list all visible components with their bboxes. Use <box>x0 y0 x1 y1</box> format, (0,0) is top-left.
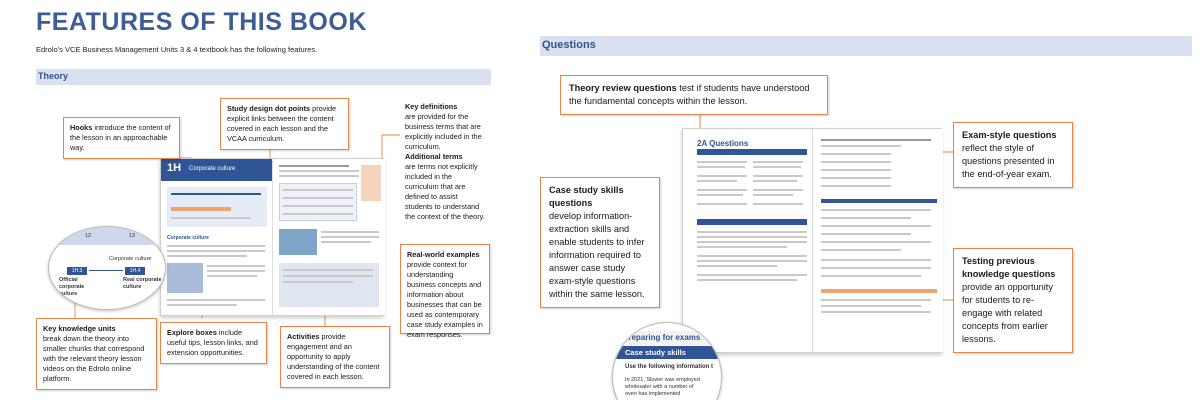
theory-band-label: Theory <box>38 71 69 81</box>
sub-title: Corporate culture <box>167 235 209 241</box>
hooks-callout: Hooks introduce the content of the lesson in an approachable way. <box>63 117 180 159</box>
exam-style-bar <box>821 199 937 203</box>
explore-image <box>167 263 203 293</box>
study-design-callout: Study design dot points provide explicit links between the content covered in each lesson and the VCAA curriculum. <box>220 98 349 150</box>
unit-badge-a: 1H.3 <box>67 267 87 275</box>
circle-label-right: Real corporate culture <box>123 277 162 290</box>
questions-lesson-title: 2A Questions <box>697 139 749 148</box>
questions-left-page <box>683 129 813 352</box>
lesson-code: 1H <box>167 162 182 174</box>
theory-review-callout: Theory review questions test if students have understood the fundamental concepts within the lesson. <box>560 75 828 115</box>
key-knowledge-callout: Key knowledge units break down the theory into smaller chunks that correspond with the relevant theory lesson videos on the Edrolo online platform. <box>36 318 157 390</box>
key-knowledge-magnifier: 12 13 1H.3 1H.4 Corporate culture Official corporate culture Real corporate culture <box>48 226 166 310</box>
theory-review-bar <box>697 149 807 155</box>
questions-right-page <box>813 129 943 352</box>
key-definitions-note: Key definitions are provided for the business terms that are explicitly included in the curriculum. Additional terms are terms not explicitly included in the curriculum that are defined to assist students to understand the context of the theory. <box>405 102 485 221</box>
lesson-title: Corporate culture <box>189 166 236 172</box>
exam-style-callout: Exam-style questions reflect the style of questions presented in the end-of-year exam. <box>953 122 1073 188</box>
testing-knowledge-callout: Testing previous knowledge questions provide an opportunity for students to re-engage with related concepts from earlier lessons. <box>953 248 1073 353</box>
case-study-skills-label: Case study skills <box>625 348 686 357</box>
preparing-for-exams-label: Preparing for exams <box>623 333 701 342</box>
circle-label-mid: Corporate culture <box>109 256 152 262</box>
theory-band <box>36 69 491 85</box>
questions-band <box>540 36 1192 56</box>
theory-spread-mockup <box>160 158 384 316</box>
right-page <box>273 159 385 315</box>
case-study-magnifier: Preparing for exams Case study skills Use the following information t In 2021, Slower was employed wholesaler with a number of oven has implemented <box>612 322 722 400</box>
questions-band-label: Questions <box>542 39 596 51</box>
testing-knowledge-bar <box>821 289 937 293</box>
definition-box <box>361 165 381 201</box>
intro-text: Edrolo's VCE Business Management Units 3 & 4 textbook has the following features. <box>36 45 318 54</box>
page-title: FEATURES OF THIS BOOK <box>36 8 367 36</box>
unit-badge-b: 1H.4 <box>125 267 145 275</box>
preparing-exams-bar <box>697 219 807 225</box>
questions-spread-mockup <box>682 128 942 353</box>
questions-features-panel <box>542 0 1200 400</box>
circle-label-left: Official corporate culture <box>59 277 85 297</box>
activities-callout: Activities provide engagement and an opportunity to apply understanding of the content covered in each lesson. <box>280 326 390 388</box>
real-world-callout: Real-world examples provide context for understanding business concepts and information about businesses that can be used as contemporary case study examples in exam responses. <box>400 244 490 334</box>
explore-callout: Explore boxes include useful tips, lesson links, and extension opportunities. <box>160 322 267 364</box>
left-page <box>161 159 273 315</box>
real-world-photo <box>279 229 317 255</box>
case-study-callout: Case study skills questions develop information-extraction skills and enable students to infer information required to answer case study exam-style questions within the same lesson. <box>540 177 660 308</box>
